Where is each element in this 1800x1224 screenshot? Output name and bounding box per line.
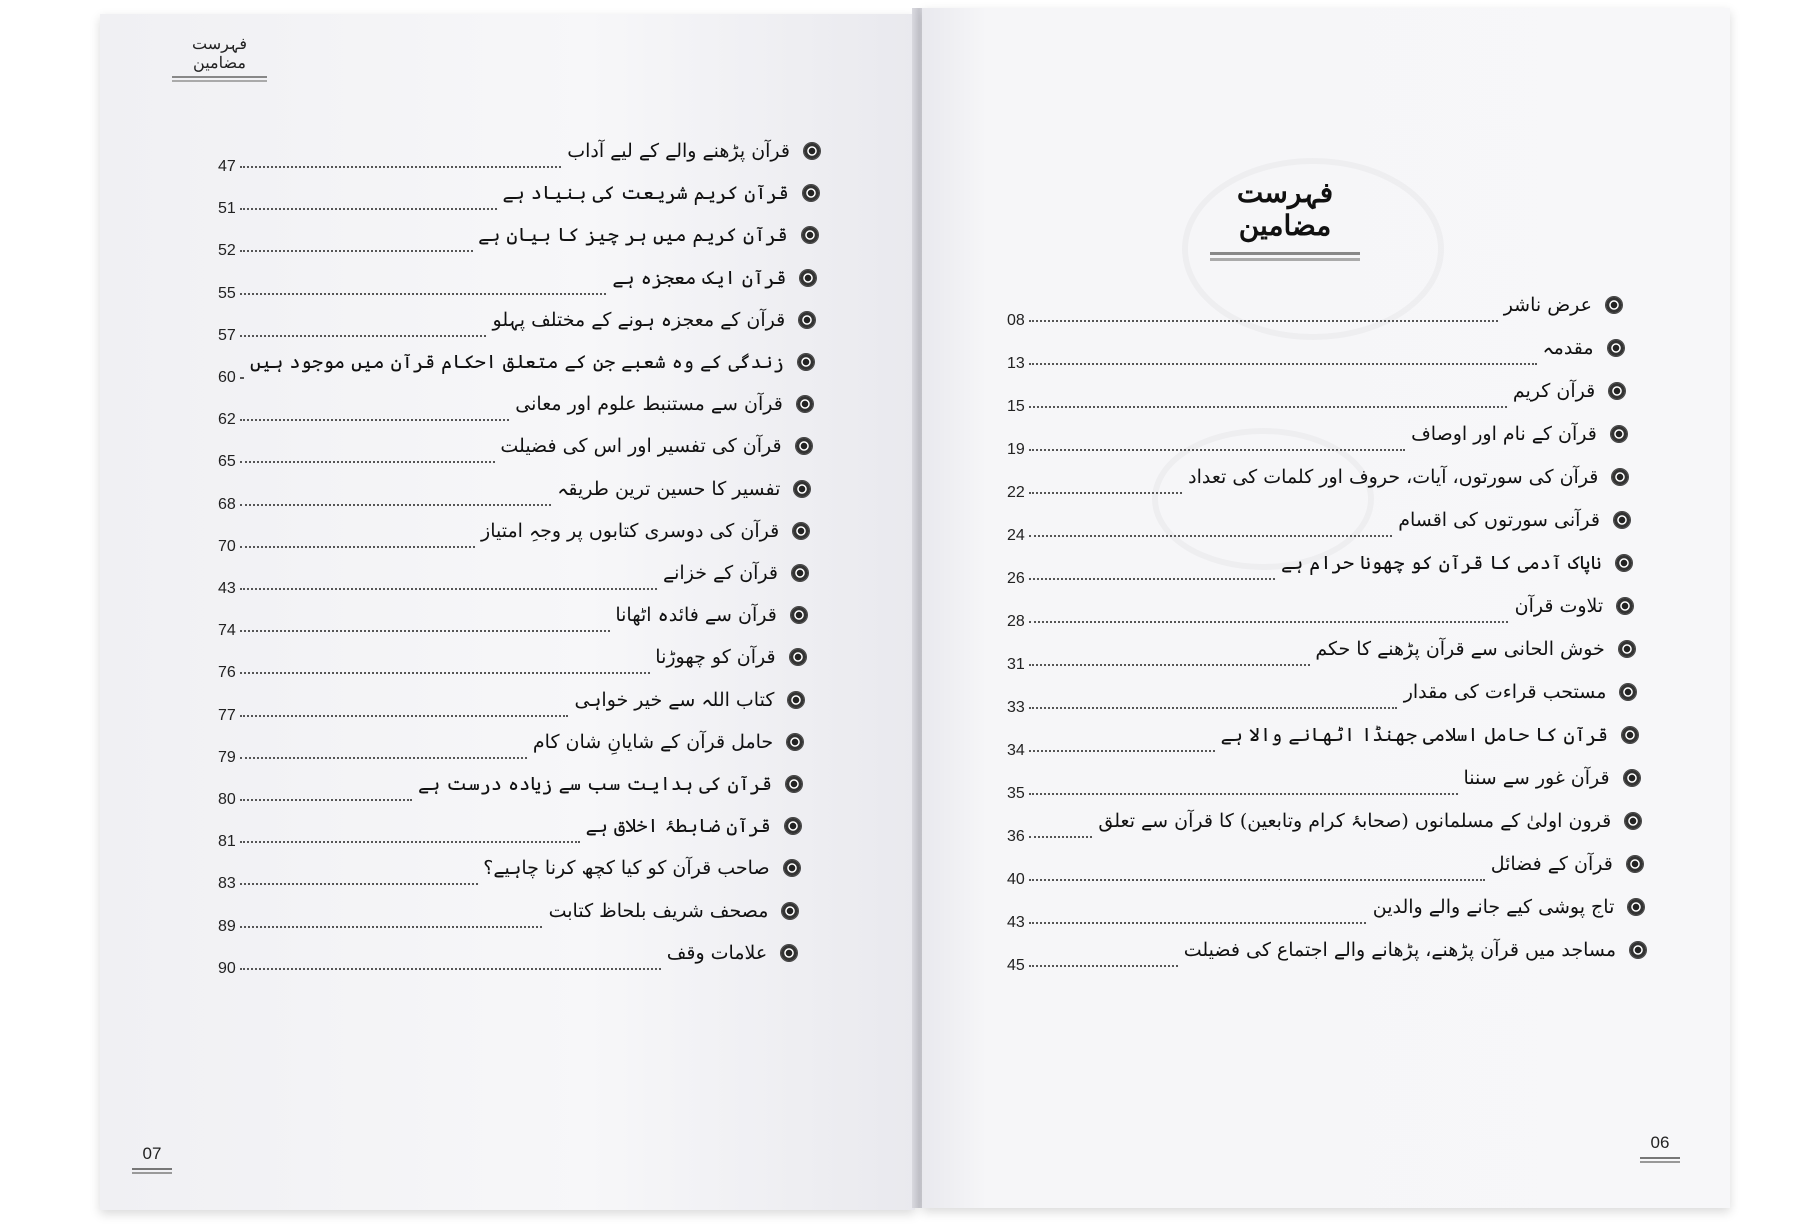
dot-leader: [240, 293, 606, 295]
toc-entry-title: قرآن کی سورتوں، آیات، حروف اور کلمات کی تعداد: [1188, 466, 1599, 488]
toc-entry-page-number: 79: [218, 748, 236, 766]
toc-entry-page-number: 47: [218, 158, 236, 175]
left-page: [100, 14, 915, 1210]
toc-entry-page-number: 52: [218, 242, 236, 260]
dot-leader: [240, 335, 487, 337]
dot-leader: [240, 630, 610, 632]
dot-leader: [240, 208, 497, 210]
toc-entry-page-number: 34: [1007, 742, 1025, 759]
dot-leader: [240, 546, 475, 548]
toc-entry-title: حامل قرآن کے شایانِ شان کام: [532, 730, 774, 753]
toc-entry-page-number: 33: [1007, 699, 1025, 716]
dot-leader: [1029, 535, 1392, 537]
toc-entry-page-number: 70: [218, 537, 236, 555]
rosette-bullet-icon: [1608, 340, 1624, 356]
toc-entry: [218, 558, 808, 598]
toc-entry-page-number: 76: [218, 664, 236, 682]
toc-entry-page-number: 45: [1007, 957, 1025, 974]
toc-entry-title: قرآن کو چھوڑنا: [655, 646, 776, 669]
folio-text: 06: [1650, 1133, 1670, 1152]
rosette-bullet-icon: [1620, 684, 1636, 700]
rosette-bullet-icon: [785, 818, 801, 834]
rosette-bullet-icon: [1628, 899, 1644, 915]
page-number-right: [1640, 1133, 1680, 1163]
dot-leader: [240, 926, 542, 928]
rosette-bullet-icon: [782, 903, 798, 919]
toc-entry: [1007, 806, 1641, 846]
toc-entry: [218, 727, 803, 767]
dot-leader: [1029, 707, 1398, 709]
rosette-bullet-icon: [1617, 598, 1633, 614]
rosette-bullet-icon: [784, 860, 800, 876]
rosette-bullet-icon: [786, 776, 802, 792]
dot-leader: [1029, 922, 1367, 924]
toc-list-right: [922, 8, 1730, 1108]
dot-leader: [240, 672, 650, 674]
page-number-left: [132, 1144, 172, 1174]
rosette-bullet-icon: [1625, 813, 1641, 829]
dot-leader: [240, 166, 561, 168]
rosette-bullet-icon: [791, 607, 807, 623]
toc-entry-title: زندگی کے وہ شعبے جن کے متعلق احکام قرآن میں موجود ہیں: [249, 351, 784, 373]
toc-entry: [218, 811, 801, 851]
toc-entry-page-number: 51: [218, 200, 236, 218]
dot-leader: [1029, 793, 1458, 795]
dot-leader: [1029, 578, 1276, 580]
dot-leader: [1029, 750, 1215, 752]
toc-entry-title: تاج پوشی کیے جانے والے والدین: [1372, 896, 1615, 918]
toc-entry-title: تلاوت قرآن: [1514, 595, 1604, 617]
toc-entry-page-number: 36: [1007, 828, 1025, 845]
toc-entry: [218, 896, 798, 936]
toc-entry: [218, 178, 819, 218]
toc-entry: [218, 305, 815, 345]
toc-entry: [218, 516, 809, 556]
toc-entry: [1007, 290, 1622, 330]
dot-leader: [240, 715, 568, 717]
toc-entry-page-number: 35: [1007, 785, 1025, 802]
toc-entry-title: قرآن کریم: [1512, 380, 1596, 402]
toc-entry-title: قرآن ایک معجزہ ہے: [612, 266, 787, 289]
rosette-bullet-icon: [1624, 770, 1640, 786]
dot-leader: [1029, 836, 1092, 838]
toc-entry-page-number: 31: [1007, 656, 1025, 673]
rosette-bullet-icon: [1630, 942, 1646, 958]
rosette-bullet-icon: [1612, 469, 1628, 485]
toc-entry-page-number: 68: [218, 495, 236, 513]
toc-entry-page-number: 28: [1007, 613, 1025, 630]
rosette-bullet-icon: [1616, 555, 1632, 571]
rosette-bullet-icon: [798, 354, 814, 370]
folio-rule: [132, 1168, 172, 1174]
dot-leader: [240, 504, 551, 506]
dot-leader: [1029, 965, 1178, 967]
toc-entry: [218, 431, 812, 471]
folio-text: 07: [142, 1144, 162, 1163]
toc-entry-page-number: 43: [218, 580, 236, 597]
dot-leader: [240, 757, 527, 759]
toc-entry-page-number: 89: [218, 917, 236, 935]
toc-entry: [1007, 763, 1640, 803]
rosette-bullet-icon: [788, 692, 804, 708]
dot-leader: [1029, 320, 1498, 322]
rosette-bullet-icon: [799, 312, 815, 328]
toc-entry: [218, 769, 802, 809]
dot-leader: [240, 841, 580, 843]
toc-entry-title: کتاب اللہ سے خیر خواہی: [574, 688, 775, 711]
running-head-text: فہرست مضامین: [192, 34, 247, 72]
toc-entry: [218, 642, 806, 682]
toc-entry-title: تفسیر کا حسین ترین طریقہ: [557, 477, 781, 500]
rosette-bullet-icon: [787, 734, 803, 750]
rosette-bullet-icon: [1614, 512, 1630, 528]
toc-list-left: [100, 14, 915, 1114]
toc-entry-page-number: 43: [1007, 914, 1025, 931]
rosette-bullet-icon: [802, 227, 818, 243]
toc-entry-page-number: 62: [218, 411, 236, 429]
right-page: [922, 8, 1730, 1208]
toc-entry-page-number: 19: [1007, 441, 1025, 458]
rosette-bullet-icon: [1622, 727, 1638, 743]
toc-entry-title: قرآن کے معجزہ ہونے کے مختلف پہلو: [492, 308, 786, 331]
toc-entry-page-number: 65: [218, 453, 236, 471]
dot-leader: [1029, 406, 1507, 408]
toc-entry-page-number: 90: [218, 959, 236, 977]
toc-entry: [1007, 720, 1638, 760]
toc-entry-title: قرآن کے خزانے: [663, 562, 778, 584]
toc-entry: [1007, 677, 1636, 717]
rosette-bullet-icon: [1606, 297, 1622, 313]
toc-entry-page-number: 08: [1007, 312, 1025, 329]
open-book: [100, 8, 1730, 1208]
rosette-bullet-icon: [1611, 426, 1627, 442]
toc-entry-page-number: 83: [218, 875, 236, 893]
toc-entry: [1007, 462, 1628, 502]
toc-entry: [1007, 333, 1624, 373]
toc-entry: [1007, 376, 1625, 416]
toc-entry: [218, 347, 814, 387]
toc-entry-page-number: 40: [1007, 871, 1025, 888]
rosette-bullet-icon: [792, 565, 808, 581]
dot-leader: [1029, 879, 1485, 881]
toc-entry: [1007, 849, 1643, 889]
rosette-bullet-icon: [1619, 641, 1635, 657]
toc-entry-page-number: 13: [1007, 355, 1025, 372]
dot-leader: [1029, 449, 1406, 451]
toc-entry: [218, 600, 807, 640]
toc-entry: [218, 263, 816, 303]
toc-entry-title: قرآن کی تفسیر اور اس کی فضیلت: [500, 435, 782, 458]
toc-entry-title: قرآن سے مستنبط علوم اور معانی: [515, 393, 783, 416]
toc-entry-page-number: 55: [218, 284, 236, 302]
toc-entry-title: قرآن کے فضائل: [1490, 853, 1613, 875]
rosette-bullet-icon: [1627, 856, 1643, 872]
dot-leader: [240, 883, 478, 885]
rosette-bullet-icon: [796, 438, 812, 454]
toc-entry: [1007, 419, 1627, 459]
toc-entry-page-number: 81: [218, 833, 236, 851]
dot-leader: [1029, 363, 1537, 365]
dot-leader: [240, 968, 661, 970]
folio-rule: [1640, 1157, 1680, 1163]
toc-entry: [218, 136, 820, 176]
dot-leader: [1029, 492, 1182, 494]
toc-entry-title: قرون اولیٰ کے مسلمانوں (صحابۂ کرام وتابعین) کا قرآن سے تعلق: [1098, 810, 1612, 832]
toc-entry: [218, 474, 810, 514]
toc-entry-title: قرآنی سورتوں کی اقسام: [1398, 509, 1600, 531]
toc-entry: [218, 685, 804, 725]
toc-entry: [1007, 935, 1646, 975]
rosette-bullet-icon: [794, 481, 810, 497]
dot-leader: [1029, 664, 1310, 666]
toc-entry-title: خوش الحانی سے قرآن پڑھنے کا حکم: [1315, 638, 1605, 660]
toc-entry: [218, 853, 800, 893]
toc-entry-title: قرآن کے نام اور اوصاف: [1411, 423, 1597, 445]
rosette-bullet-icon: [797, 396, 813, 412]
toc-entry-title: قرآن ضابطۂ اخلاق ہے: [585, 815, 771, 838]
toc-entry: [1007, 548, 1632, 588]
toc-entry-page-number: 77: [218, 706, 236, 724]
toc-entry: [1007, 505, 1630, 545]
toc-entry-title: مقدمہ: [1542, 337, 1594, 359]
toc-entry-title: قرآن کریم میں ہر چیز کا بیان ہے: [478, 224, 788, 247]
toc-entry: [218, 220, 818, 260]
rosette-bullet-icon: [800, 270, 816, 286]
toc-entry: [1007, 634, 1635, 674]
toc-entry-page-number: 22: [1007, 484, 1025, 501]
rosette-bullet-icon: [790, 649, 806, 665]
toc-entry-page-number: 15: [1007, 398, 1025, 415]
rosette-bullet-icon: [804, 143, 820, 159]
dot-leader: [240, 799, 412, 801]
toc-entry-title: قرآن سے فائدہ اٹھانا: [615, 604, 777, 627]
toc-entry: [218, 938, 797, 978]
toc-entry-title: صاحب قرآن کو کیا کچھ کرنا چاہیے؟: [483, 857, 770, 880]
dot-leader: [240, 461, 495, 463]
rosette-bullet-icon: [781, 945, 797, 961]
rosette-bullet-icon: [803, 185, 819, 201]
dot-leader: [240, 250, 473, 252]
toc-entry-title: ناپاک آدمی کا قرآن کو چھونا حرام ہے: [1280, 552, 1602, 574]
toc-entry-page-number: 74: [218, 622, 236, 640]
toc-entry-title: قرآن کریم شریعت کی بنیاد ہے: [502, 182, 789, 205]
toc-entry: [1007, 591, 1633, 631]
toc-entry-title: قرآن کا حامل اسلامی جھنڈا اٹھانے والا ہے: [1220, 724, 1608, 746]
toc-heading-text: فہرست مضامین: [1236, 176, 1334, 242]
toc-entry-title: مستحب قراءت کی مقدار: [1403, 681, 1607, 703]
dot-leader: [240, 588, 657, 590]
toc-entry-page-number: 57: [218, 326, 236, 344]
toc-entry-page-number: 24: [1007, 527, 1025, 544]
toc-entry-title: مساجد میں قرآن پڑھنے، پڑھانے والے اجتماع کی فضیلت: [1183, 939, 1616, 961]
rosette-bullet-icon: [1609, 383, 1625, 399]
dot-leader: [1029, 621, 1509, 623]
toc-entry-title: مصحف شریف بلحاظ کتابت: [548, 899, 769, 922]
rosette-bullet-icon: [793, 523, 809, 539]
toc-entry-title: قرآن کی دوسری کتابوں پر وجہِ امتیاز: [481, 519, 780, 542]
dot-leader: [240, 419, 510, 421]
toc-entry-title: قرآن پڑھنے والے کے لیے آداب: [567, 140, 790, 162]
toc-entry-title: علامات وقف: [666, 941, 768, 964]
toc-entry-title: قرآن کی ہدایت سب سے زیادہ درست ہے: [418, 773, 772, 795]
dot-leader: [240, 377, 244, 379]
toc-entry-page-number: 26: [1007, 570, 1025, 587]
toc-entry-page-number: 60: [218, 369, 236, 386]
toc-entry-title: قرآن غور سے سننا: [1463, 767, 1610, 789]
toc-entry-title: عرض ناشر: [1503, 294, 1592, 316]
toc-entry: [1007, 892, 1644, 932]
toc-entry: [218, 389, 813, 429]
toc-entry-page-number: 80: [218, 791, 236, 808]
